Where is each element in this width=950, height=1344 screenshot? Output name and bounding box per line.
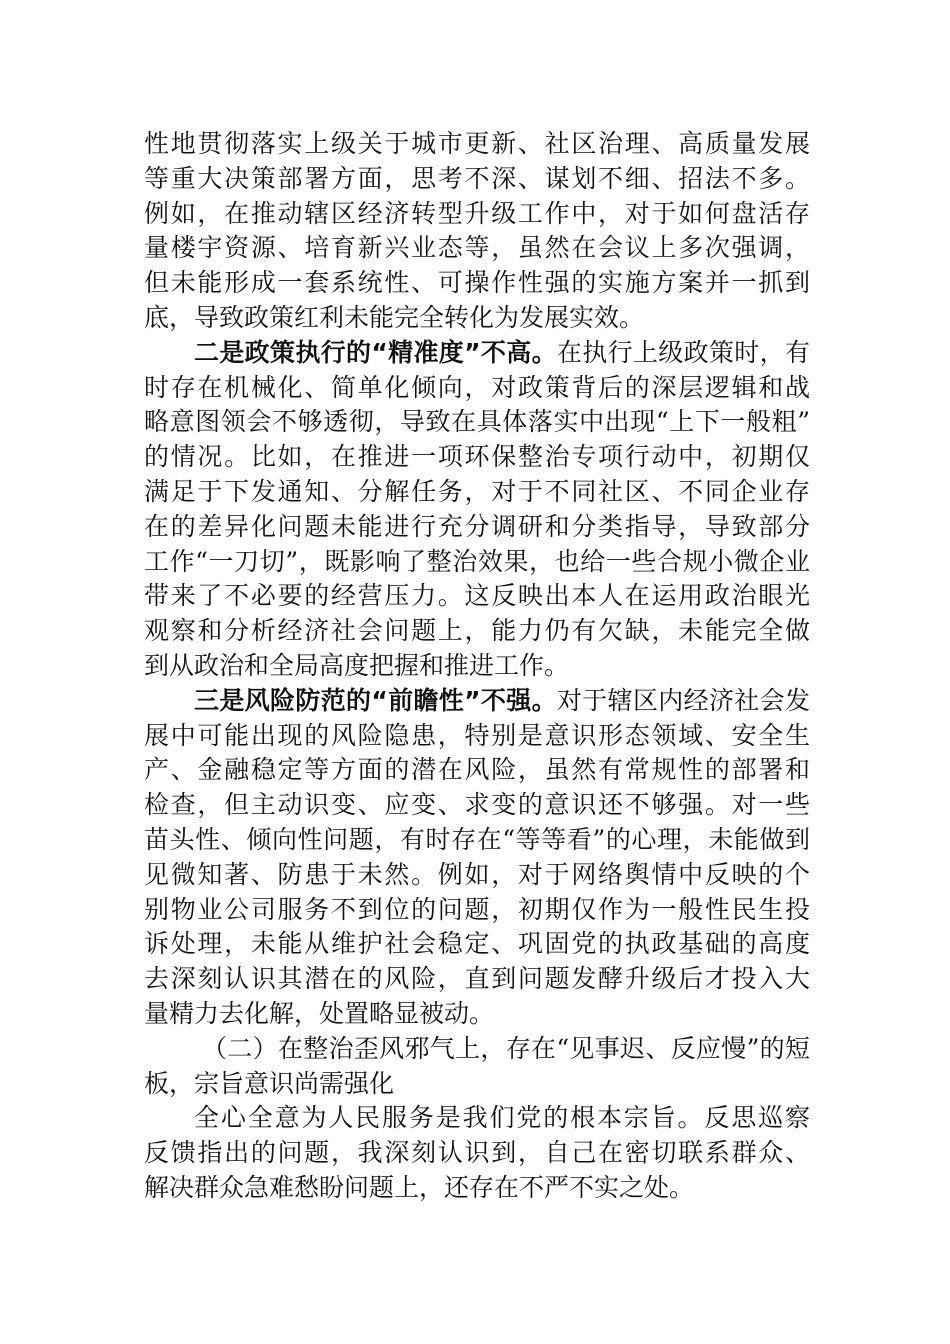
text-line: 产、金融稳定等方面的潜在风险，虽然有常规性的部署和 (144, 755, 810, 785)
text-line: 到从政治和全局高度把握和推进工作。 (144, 650, 570, 680)
text-line: 的情况。比如，在推进一项环保整治专项行动中，初期仅 (144, 442, 810, 472)
text-run: 对于辖区内经济社会发 (556, 685, 810, 715)
text-line: 苗头性、倾向性问题，有时存在“等等看”的心理，未能做到 (144, 824, 810, 854)
text-line: 见微知著、防患于未然。例如，对于网络舆情中反映的个 (144, 859, 810, 889)
text-line: 板，宗旨意识尚需强化 (144, 1068, 395, 1098)
text-line: 带来了不必要的经营压力。这反映出本人在运用政治眼光 (144, 581, 810, 611)
text-line: 去深刻认识其潜在的风险，直到问题发酵升级后才投入大 (144, 964, 810, 994)
paragraph (144, 684, 810, 1032)
paragraph (144, 336, 810, 684)
text-line: 别物业公司服务不到位的问题，初期仅作为一般性民生投 (144, 894, 810, 924)
text-line: 性地贯彻落实上级关于城市更新、社区治理、高质量发展 (144, 129, 810, 158)
paragraph (144, 127, 810, 336)
text-line: 略意图领会不够透彻，导致在具体落实中出现“上下一般粗” (144, 407, 810, 437)
text-line: 检查，但主动识变、应变、求变的意识还不够强。对一些 (144, 790, 810, 820)
text-line: 观察和分析经济社会问题上，能力仍有欠缺，未能完全做 (144, 616, 810, 646)
text-line (144, 336, 810, 371)
text-run: 在执行上级政策时，有 (556, 337, 810, 367)
text-line: 等重大决策部署方面，思考不深、谋划不细、招法不多。 (144, 163, 810, 193)
text-line: 反馈指出的问题，我深刻认识到，自己在密切联系群众、 (144, 1138, 810, 1168)
text-line: 工作“一刀切”，既影响了整治效果，也给一些合规小微企业 (144, 546, 810, 576)
text-line: 时存在机械化、简单化倾向，对政策背后的深层逻辑和战 (144, 372, 810, 402)
text-line: 解决群众急难愁盼问题上，还存在不严不实之处。 (144, 1172, 695, 1202)
text-line: 展中可能出现的风险隐患，特别是意识形态领域、安全生 (144, 720, 810, 750)
document-body (144, 127, 810, 1206)
text-line: （二）在整治歪风邪气上，存在“见事迟、反应慢”的短 (202, 1033, 810, 1063)
text-line: 诉处理，未能从维护社会稳定、巩固党的执政基础的高度 (144, 929, 810, 959)
paragraph-heading: 三是风险防范的“前瞻性”不强。 (194, 685, 557, 715)
text-line: 例如，在推动辖区经济转型升级工作中，对于如何盘活存 (144, 198, 810, 228)
text-line: 在的差异化问题未能进行充分调研和分类指导，导致部分 (144, 511, 810, 541)
text-line: 量楼宇资源、培育新兴业态等，虽然在会议上多次强调， (144, 233, 810, 263)
section-heading (144, 1032, 810, 1102)
text-line: 满足于下发通知、分解任务，对于不同社区、不同企业存 (144, 476, 810, 506)
text-line: 全心全意为人民服务是我们党的根本宗旨。反思巡察 (194, 1103, 810, 1133)
text-line (144, 684, 810, 719)
text-line: 但未能形成一套系统性、可操作性强的实施方案并一抓到 (144, 268, 810, 298)
paragraph-heading: 二是政策执行的“精准度”不高。 (194, 337, 557, 367)
text-line: 量精力去化解，处置略显被动。 (144, 998, 495, 1028)
paragraph (144, 1101, 810, 1205)
text-line: 底，导致政策红利未能完全转化为发展实效。 (144, 302, 645, 332)
